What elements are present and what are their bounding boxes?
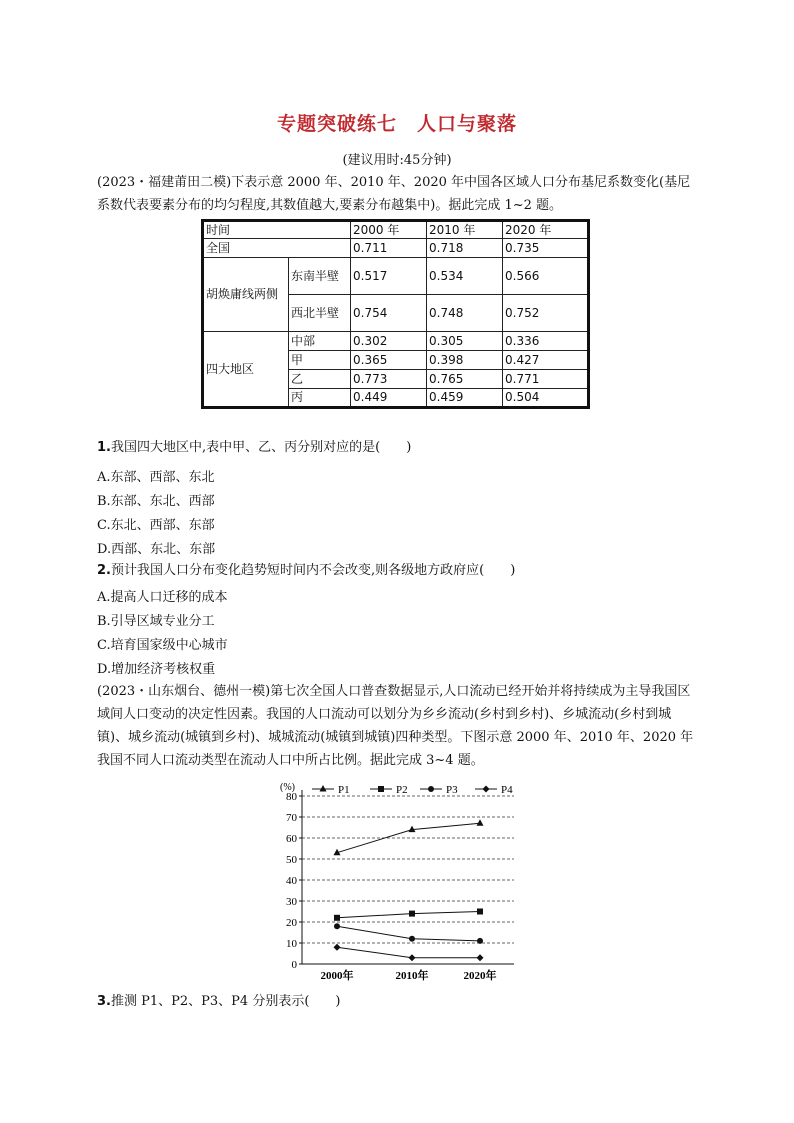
chart-grid	[302, 796, 514, 943]
table-cell: 0.517	[351, 258, 427, 295]
data-point-p2	[409, 911, 415, 917]
y-tick-label: 0	[291, 959, 297, 971]
data-point-p3	[334, 923, 340, 929]
table-cell: 0.302	[351, 332, 427, 351]
q1-option-c[interactable]: C.东北、西部、东部	[97, 518, 215, 533]
q2-option-c[interactable]: C.培育国家级中心城市	[97, 638, 228, 653]
table-cell: 0.504	[503, 389, 589, 408]
question-number: 1.	[97, 440, 111, 455]
y-tick-label: 60	[286, 833, 297, 845]
table-cell: 0.398	[427, 351, 503, 370]
y-tick-label: 40	[286, 875, 297, 887]
legend-label: P4	[501, 784, 513, 796]
migration-line-chart	[270, 776, 530, 986]
row-label: 甲	[289, 351, 351, 370]
suggested-time: (建议用时:45分钟)	[342, 153, 452, 168]
data-point-p3	[477, 938, 483, 944]
question-number: 3.	[97, 994, 111, 1009]
q1-option-b[interactable]: B.东部、东北、西部	[97, 494, 215, 509]
table-cell: 0.748	[427, 295, 503, 332]
data-point-p1	[409, 826, 416, 833]
gini-table	[201, 219, 590, 409]
x-tick-labels	[321, 968, 497, 982]
row-label: 全国	[203, 239, 351, 258]
y-tick-label: 30	[286, 896, 297, 908]
table-cell: 0.765	[427, 370, 503, 389]
legend-label: P2	[396, 784, 408, 796]
legend-marker	[378, 786, 384, 792]
q2-option-d[interactable]: D.增加经济考核权重	[97, 662, 216, 677]
series-lines	[334, 819, 484, 961]
table-cell: 0.771	[503, 370, 589, 389]
table-header-row	[203, 221, 589, 239]
y-tick-label: 80	[286, 791, 297, 803]
q2-option-b[interactable]: B.引导区域专业分工	[97, 614, 215, 629]
table-cell: 0.427	[503, 351, 589, 370]
legend-marker	[428, 786, 434, 792]
legend-marker	[320, 785, 327, 792]
table-cell: 0.459	[427, 389, 503, 408]
series-line-p4	[337, 947, 480, 958]
row-label: 西北半壁	[289, 295, 351, 332]
table-header-cell: 2010 年	[427, 221, 503, 239]
series-line-p2	[337, 912, 480, 918]
y-tick-labels	[286, 791, 298, 971]
x-tick-label: 2000年	[320, 970, 354, 982]
table-header-cell: 2000 年	[351, 221, 427, 239]
q1-option-d[interactable]: D.西部、东北、东部	[97, 542, 216, 557]
x-tick-label: 2010年	[395, 970, 429, 982]
y-tick-label: 20	[286, 917, 297, 929]
table-cell: 0.735	[503, 239, 589, 258]
table-header-cell: 时间	[203, 221, 351, 239]
y-axis-label: (%)	[280, 782, 295, 793]
question-3	[97, 992, 340, 1012]
legend-label: P3	[446, 784, 458, 796]
table-cell: 0.305	[427, 332, 503, 351]
q1-option-a[interactable]: A.东部、西部、东北	[97, 470, 215, 485]
y-tick-label: 70	[286, 812, 297, 824]
table-header-cell: 2020 年	[503, 221, 589, 239]
group-label: 四大地区	[203, 332, 289, 408]
table-cell: 0.336	[503, 332, 589, 351]
data-point-p4	[334, 944, 341, 951]
table-cell: 0.773	[351, 370, 427, 389]
table-cell: 0.711	[351, 239, 427, 258]
row-label: 中部	[289, 332, 351, 351]
legend-marker	[483, 786, 490, 793]
data-point-p1	[477, 819, 484, 826]
intro-passage-1: (2023・福建莆田二模)下表示意 2000 年、2010 年、2020 年中国各区域人口分布基尼系数变化(基尼系数代表要素分布的均匀程度,其数值越大,要素分布越集中)。据此完成 1~2 题。	[97, 175, 691, 213]
data-point-p4	[477, 954, 484, 961]
question-stem: 我国四大地区中,表中甲、乙、丙分别对应的是( )	[110, 440, 412, 455]
row-label: 东南半壁	[289, 258, 351, 295]
table-cell: 0.365	[351, 351, 427, 370]
x-tick-label: 2020年	[463, 970, 497, 982]
question-stem: 推测 P1、P2、P3、P4 分别表示( )	[110, 994, 341, 1009]
question-2	[97, 561, 515, 581]
data-point-p3	[409, 936, 415, 942]
question-1	[97, 438, 411, 458]
table-cell: 0.534	[427, 258, 503, 295]
table-cell: 0.718	[427, 239, 503, 258]
group-label: 胡焕庸线两侧	[203, 258, 289, 332]
intro-passage-2: (2023・山东烟台、德州一模)第七次全国人口普查数据显示,人口流动已经开始并将持续成为主导我国区域间人口变动的决定性因素。我国的人口流动可以划分为乡乡流动(乡村到乡村)、乡城流动(乡村到城镇)、城乡流动(城镇到乡村)、城城流动(城镇到城镇)四种类型。下图示意 2000 年、2010 年、2020 年我国不同人口流动类型在流动人口中所占比例。据此完成 3~4 题。	[97, 684, 694, 768]
legend-label: P1	[338, 784, 350, 796]
table-cell: 0.449	[351, 389, 427, 408]
table-cell: 0.754	[351, 295, 427, 332]
table-cell: 0.566	[503, 258, 589, 295]
table-row	[203, 239, 589, 258]
data-point-p4	[409, 954, 416, 961]
question-stem: 预计我国人口分布变化趋势短时间内不会改变,则各级地方政府应( )	[110, 563, 516, 578]
y-tick-label: 10	[286, 938, 297, 950]
y-tick-label: 50	[286, 854, 297, 866]
row-label: 丙	[289, 389, 351, 408]
data-point-p2	[334, 915, 340, 921]
q2-option-a[interactable]: A.提高人口迁移的成本	[97, 590, 228, 605]
table-row	[203, 258, 589, 295]
data-point-p2	[477, 909, 483, 915]
question-number: 2.	[97, 563, 111, 578]
table-row	[203, 332, 589, 351]
row-label: 乙	[289, 370, 351, 389]
series-line-p3	[337, 926, 480, 941]
table-cell: 0.752	[503, 295, 589, 332]
chart-legend	[312, 784, 513, 796]
page-title: 专题突破练七 人口与聚落	[276, 113, 517, 135]
